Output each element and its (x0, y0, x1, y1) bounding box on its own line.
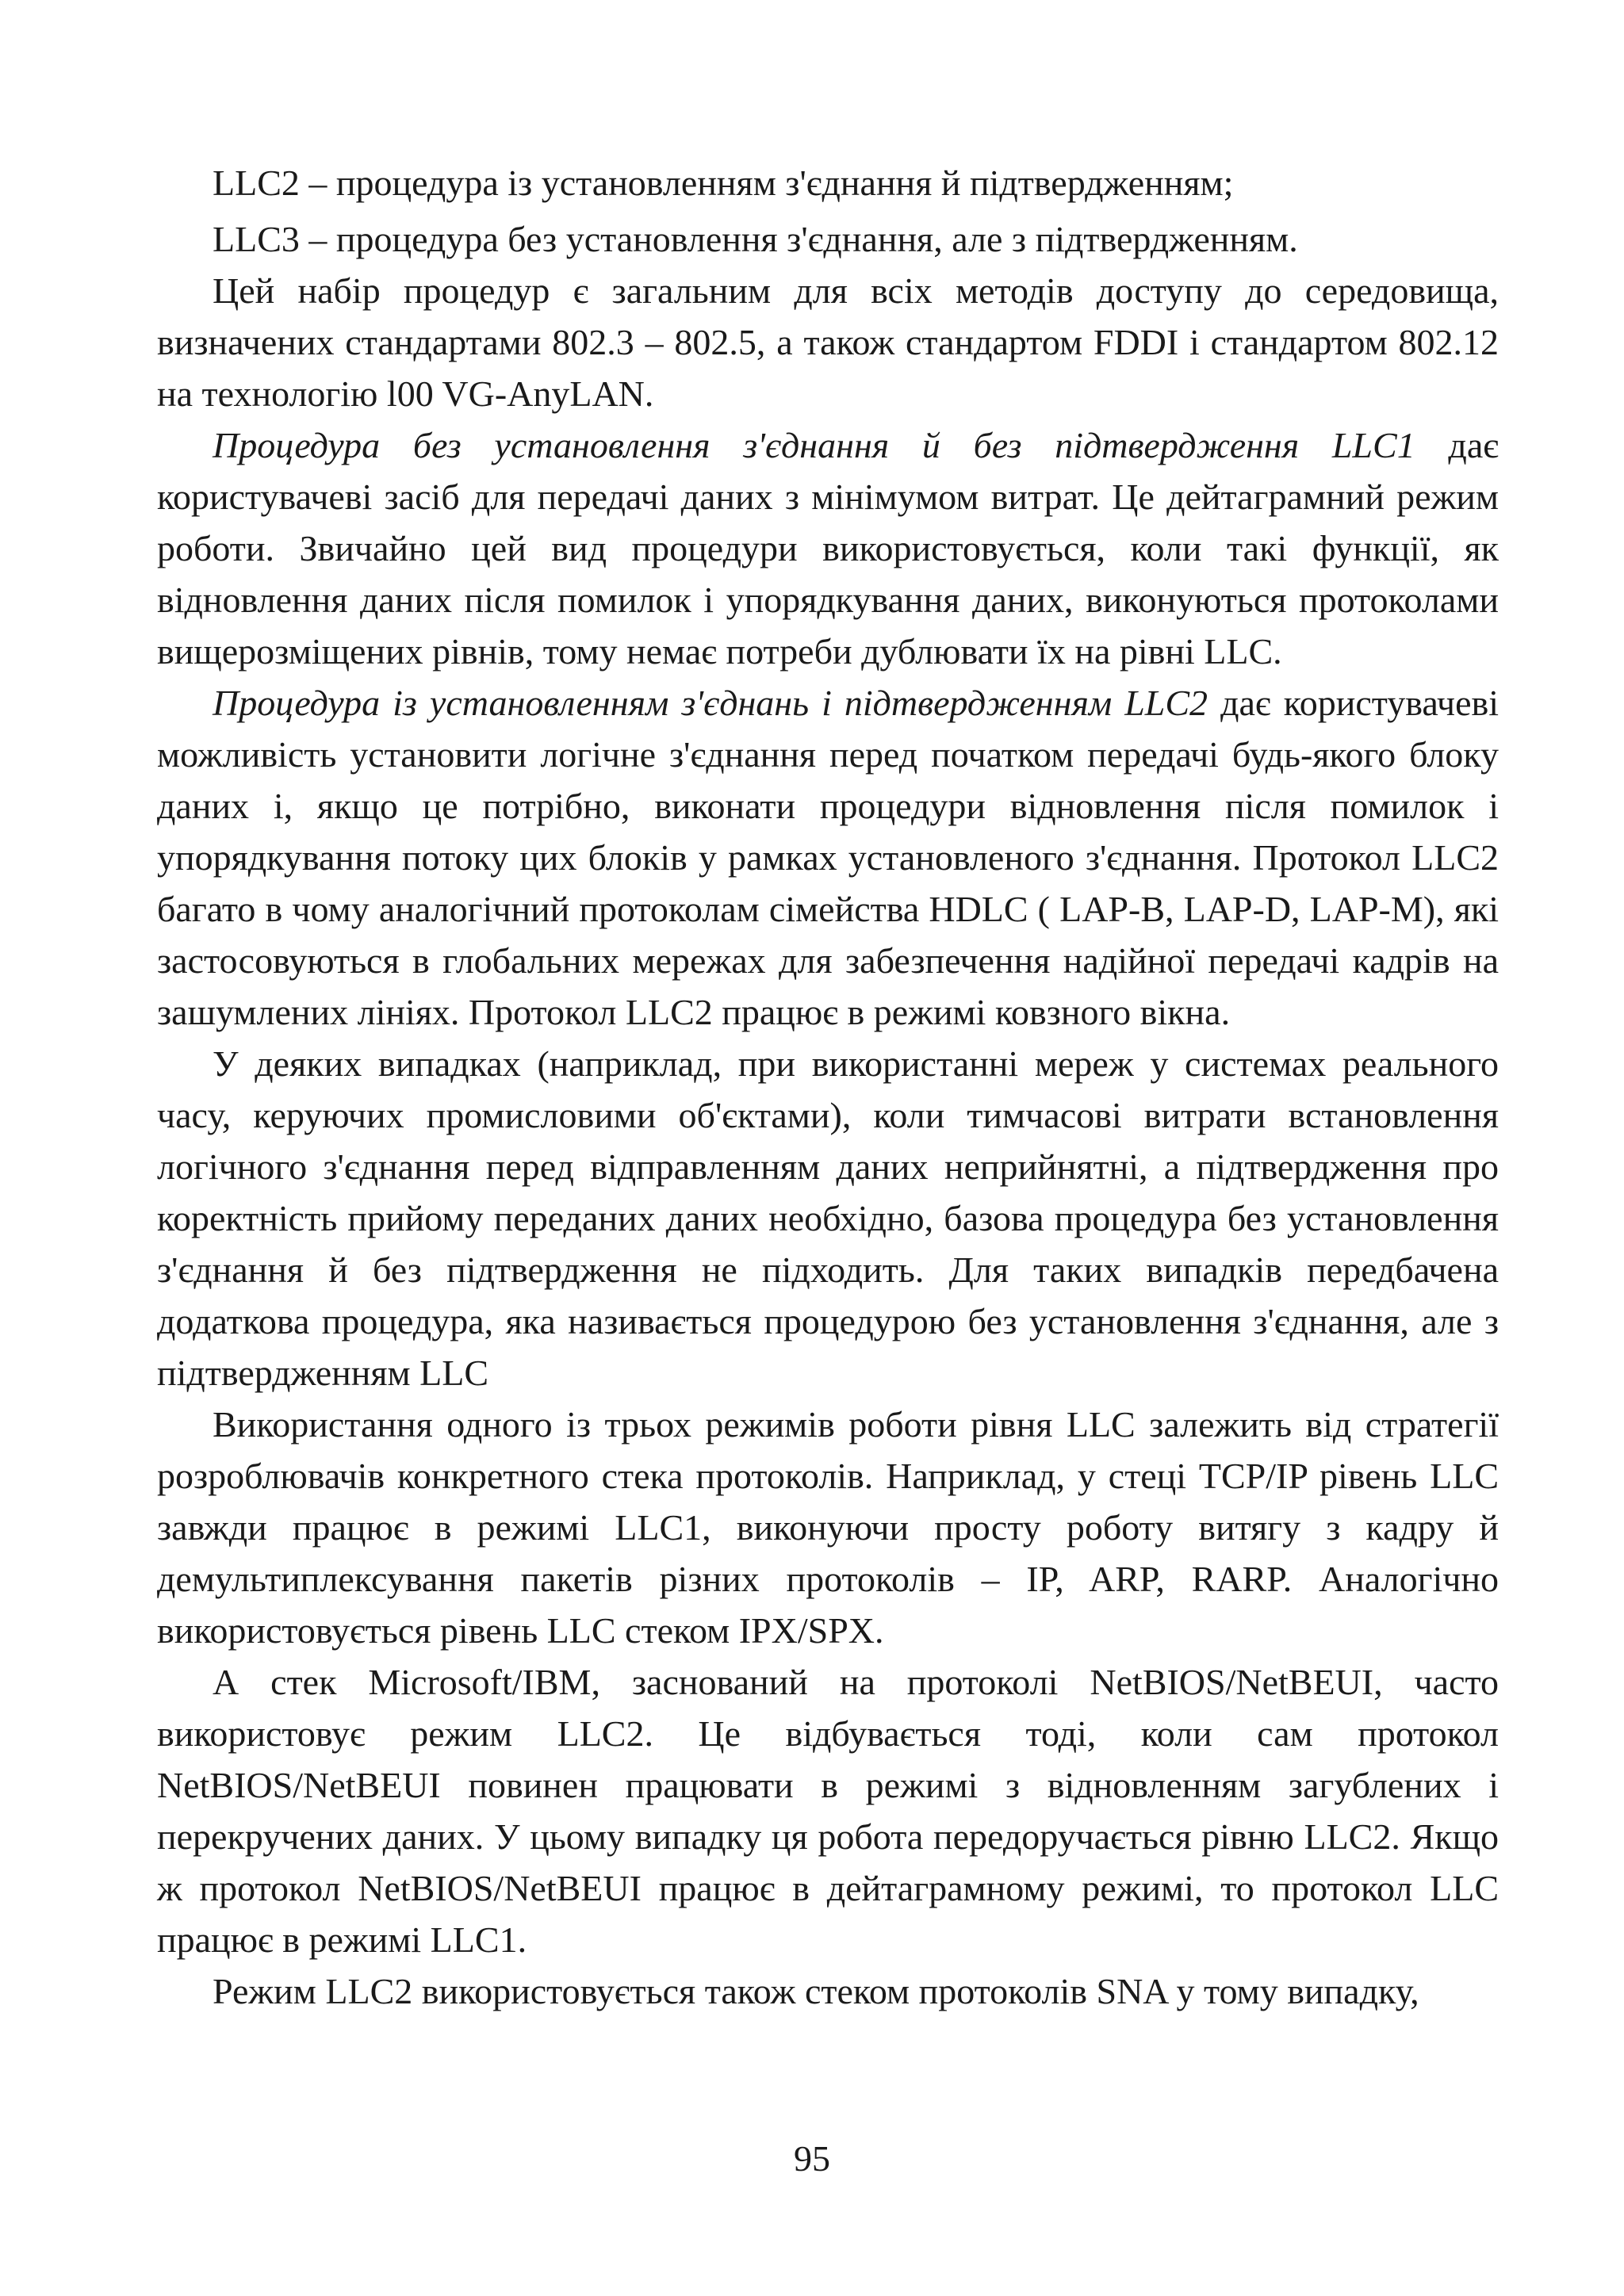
paragraph-text: LLC3 – процедура без установлення з'єднання, але з підтвердженням. (213, 219, 1298, 259)
paragraph-italic-term: Процедура із установленням з'єднань і підтвердженням LLC2 (213, 683, 1208, 723)
paragraph-microsoft-ibm (157, 1656, 1499, 1965)
paragraph-text: Використання одного із трьох режимів роботи рівня LLC залежить від стратегії розроблювачів конкретного стека протоколів. Наприклад, у стеці TCP/IP рівень LLC завжди працює в режимі LLC1, виконуючи просту роботу витягу з кадру й демультиплексування пакетів різних протоколів – IP, ARP, RARP. Аналогічно використовується рівень LLC стеком IPX/SPX. (157, 1404, 1499, 1651)
paragraph-llc2-definition (157, 157, 1499, 209)
paragraph-llc1 (157, 419, 1499, 677)
paragraph-italic-term: Процедура без установлення з'єднання й без підтвердження LLC1 (213, 425, 1415, 465)
paragraph-text: У деяких випадках (наприклад, при використанні мереж у системах реального часу, керуючих промисловими об'єктами), коли тимчасові витрати встановлення логічного з'єднання перед відправленням даних неприйнятні, а підтвердження про коректність прийому переданих даних необхідно, базова процедура без установлення з'єднання й без підтвердження не підходить. Для таких випадків передбачена додаткова процедура, яка називається процедурою без установлення з'єднання, але з підтвердженням LLC (157, 1043, 1499, 1393)
paragraph-llc2 (157, 677, 1499, 1038)
paragraph-text: Режим LLC2 використовується також стеком протоколів SNA у тому випадку, (213, 1971, 1419, 2011)
paragraph-realtime-cases (157, 1038, 1499, 1399)
paragraph-text: LLC2 – процедура із установленням з'єднання й підтвердженням; (213, 163, 1234, 203)
paragraph-text: дає користувачеві можливість установити логічне з'єднання перед початком передачі будь-якого блоку даних і, якщо це потрібно, виконати процедури відновлення після помилок і упорядкування потоку цих блоків у рамках установленого з'єднання. Протокол LLC2 багато в чому аналогічний протоколам сімейства HDLC ( LAP-B, LAP-D, LAP-M), які застосовуються в глобальних мережах для забезпечення надійної передачі кадрів на зашумлених лініях. Протокол LLC2 працює в режимі ковзного вікна. (157, 683, 1499, 1032)
paragraph-sna (157, 1965, 1499, 2017)
paragraph-text: А стек Microsoft/IBM, заснований на протоколі NetBIOS/NetBEUI, часто використовує режим LLC2. Це відбувається тоді, коли сам протокол NetBIOS/NetBEUI повинен працювати в режимі з відновленням загублених і перекручених даних. У цьому випадку ця робота передоручається рівню LLC2. Якщо ж протокол NetBIOS/NetBEUI працює в дейтаграмному режимі, то протокол LLC працює в режимі LLC1. (157, 1662, 1499, 1960)
paragraph-text: Цей набір процедур є загальним для всіх методів доступу до середовища, визначених стандартами 802.3 – 802.5, а також стандартом FDDI і стандартом 802.12 на технологію l00 VG-AnyLAN. (157, 270, 1499, 414)
page-number: 95 (794, 2138, 830, 2179)
paragraph-mode-usage (157, 1399, 1499, 1656)
paragraph-text: дає користувачеві засіб для передачі даних з мінімумом витрат. Це дейтаграмний режим роботи. Звичайно цей вид процедури використовується, коли такі функції, як відновлення даних після помилок і упорядкування даних, виконуються протоколами вищерозміщених рівнів, тому немає потреби дублювати їх на рівні LLC. (157, 425, 1499, 672)
paragraph-llc3-definition (157, 213, 1499, 265)
paragraph-procedure-set (157, 265, 1499, 419)
page-body (157, 157, 1499, 2017)
